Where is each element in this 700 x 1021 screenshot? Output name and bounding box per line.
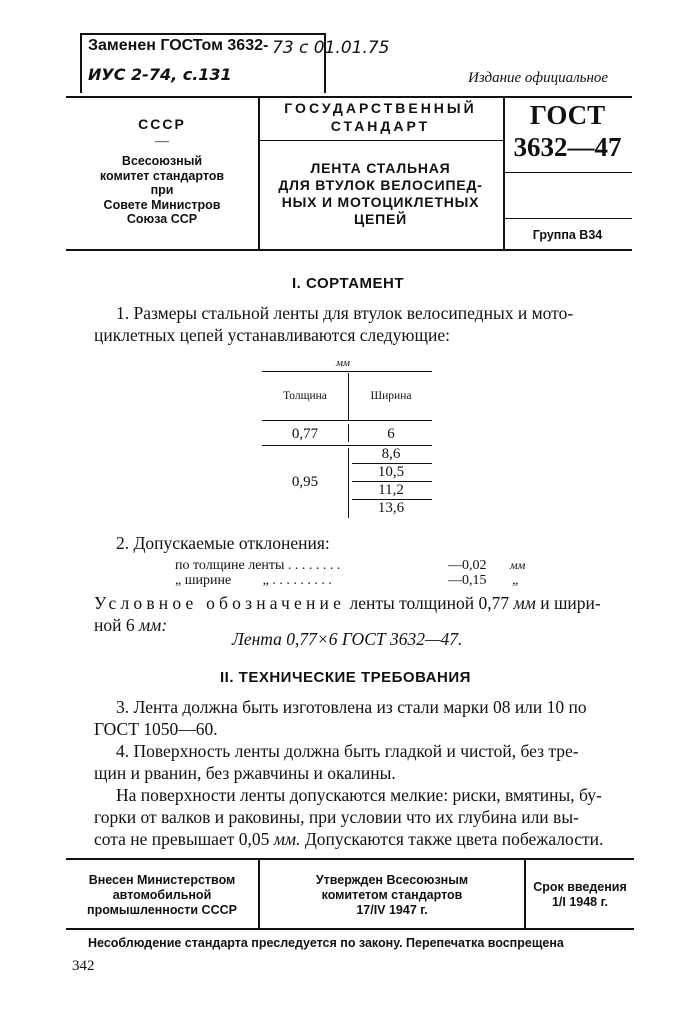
para-5-line-3: сота не превышает 0,05 мм. Допускаются также цвета побежалости. xyxy=(94,829,604,849)
footer-top-rule xyxy=(66,858,634,860)
para-4-line-1: 4. Поверхность ленты должна быть гладкой и чистой, без тре- xyxy=(116,741,579,761)
table-unit: мм xyxy=(336,357,351,369)
footer-introduced-by: Внесен Министерством автомобильной промышленности СССР xyxy=(87,873,237,917)
table-header-rule xyxy=(262,420,432,421)
header-right-rule-2 xyxy=(503,218,632,219)
tolerance-width-value: —0,15 xyxy=(448,573,487,588)
stamp-replaced-text: Заменен ГОСТом 3632- xyxy=(88,37,269,54)
designation-example: Лента 0,77×6 ГОСТ 3632—47. xyxy=(232,629,463,649)
copyright-notice: Несоблюдение стандарта преследуется по закону. Перепечатка воспрещена xyxy=(88,936,564,950)
para-3-line-2: ГОСТ 1050—60. xyxy=(94,719,218,739)
tolerance-thickness-label: по толщине ленты . . . . . . . . xyxy=(175,558,341,573)
para-4-line-2: щин и рванин, без ржавчины и окалины. xyxy=(94,763,396,783)
designation-line-2: ной 6 мм: xyxy=(94,615,168,635)
para-3-line-1: 3. Лента должна быть изготовлена из стали марки 08 или 10 по xyxy=(116,697,587,717)
para-5-line-2: горки от валков и раковины, при условии что их глубина или вы- xyxy=(94,807,579,827)
org-country: СССР xyxy=(138,116,186,132)
section-2-title: II. ТЕХНИЧЕСКИЕ ТРЕБОВАНИЯ xyxy=(220,669,471,686)
table-cell-width: 11,2 xyxy=(378,482,404,498)
footer-effective-date: Срок введения 1/I 1948 г. xyxy=(533,880,627,909)
table-top-rule xyxy=(262,371,432,372)
table-cell-thickness: 0,77 xyxy=(291,426,319,442)
footer-bottom-rule xyxy=(66,928,634,930)
gost-number: 3632—47 xyxy=(513,132,622,162)
stamp-ius-text: ИУС 2-74, с.131 xyxy=(88,65,232,84)
standard-title: ЛЕНТА СТАЛЬНАЯ ДЛЯ ВТУЛОК ВЕЛОСИПЕД- НЫХ И МОТОЦИКЛЕТНЫХ ЦЕПЕЙ xyxy=(278,160,483,227)
table-header-divider xyxy=(348,373,349,420)
table-cell-width: 10,5 xyxy=(377,464,405,480)
table-cell-width: 13,6 xyxy=(377,500,405,516)
para-1-line-1: 1. Размеры стальной ленты для втулок велосипедных и мото- xyxy=(116,303,574,323)
gost-label: ГОСТ xyxy=(529,100,606,130)
org-name: Всесоюзный комитет стандартов при Совете Министров Союза ССР xyxy=(99,154,225,226)
group-code: Группа В34 xyxy=(532,228,603,242)
header-top-rule xyxy=(66,96,632,98)
designation-line-1: Условное обозначение ленты толщиной 0,77 мм и шири- xyxy=(94,593,601,613)
tolerance-width-unit: „ xyxy=(512,573,519,588)
tolerance-width-label: „ ширине „ . . . . . . . . . xyxy=(175,573,332,588)
para-5-line-1: На поверхности ленты допускаются мелкие: риски, вмятины, бу- xyxy=(116,785,602,805)
stamp-handwritten-date: 73 с 01.01.75 xyxy=(272,38,390,58)
table-cell-thickness: 0,95 xyxy=(291,474,319,490)
table-row-divider xyxy=(348,424,349,442)
table-col-width: Ширина xyxy=(370,390,412,402)
table-cell-width: 6 xyxy=(387,426,395,442)
header-right-rule-1 xyxy=(503,172,632,173)
org-dash: — xyxy=(155,134,169,149)
header-bottom-rule xyxy=(66,249,632,251)
section-1-title: I. СОРТАМЕНТ xyxy=(292,275,404,292)
standard-type: ГОСУДАРСТВЕННЫЙ СТАНДАРТ xyxy=(284,100,477,134)
tolerance-thickness-value: —0,02 xyxy=(448,558,487,573)
edition-label: Издание официальное xyxy=(468,70,609,86)
page-number: 342 xyxy=(72,958,95,974)
tolerance-thickness-unit: мм xyxy=(510,558,526,572)
table-cell-width: 8,6 xyxy=(381,446,401,462)
table-col-thickness: Толщина xyxy=(283,390,327,402)
para-2-title: 2. Допускаемые отклонения: xyxy=(116,533,330,553)
table-row-divider xyxy=(348,448,349,518)
header-middle-rule xyxy=(258,140,503,141)
para-1-line-2: циклетных цепей устанавливаются следующие: xyxy=(94,325,450,345)
footer-approved-by: Утвержден Всесоюзным комитетом стандартов 17/IV 1947 г. xyxy=(315,873,469,917)
